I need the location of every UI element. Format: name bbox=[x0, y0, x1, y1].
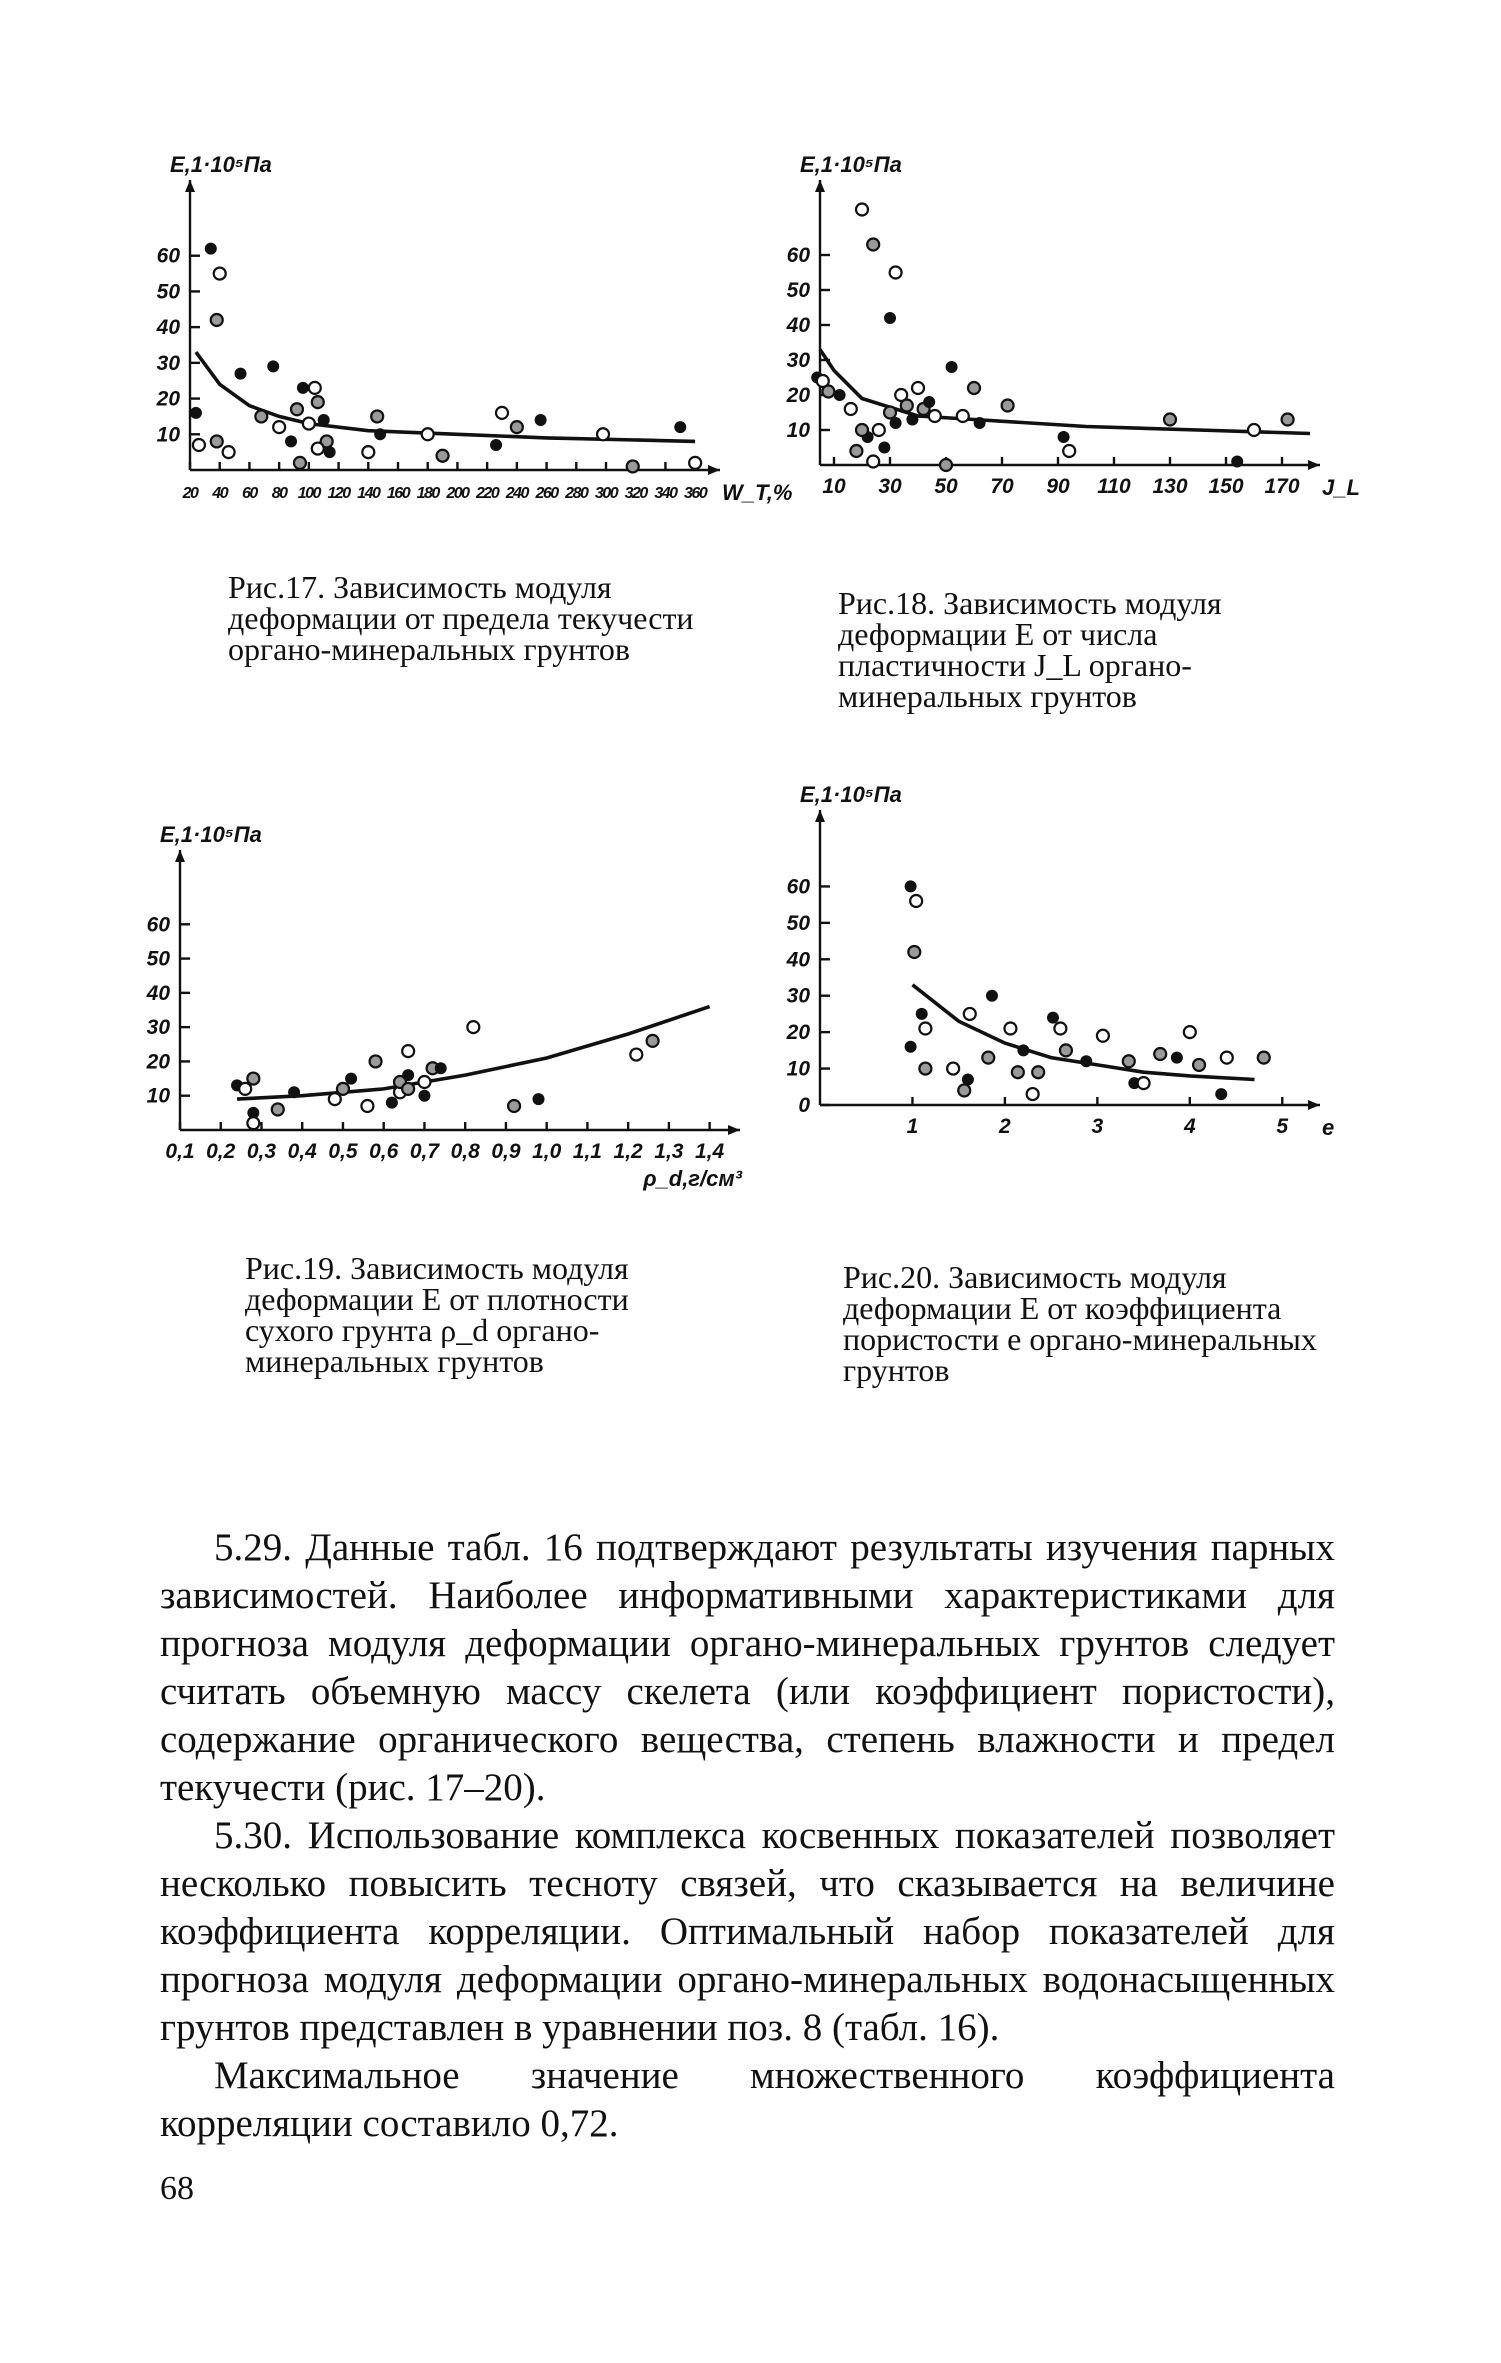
figure-20 bbox=[786, 780, 1350, 1220]
data-point bbox=[919, 1023, 931, 1035]
x-axis-arrow bbox=[728, 1125, 740, 1135]
data-point bbox=[1027, 1088, 1039, 1100]
data-point bbox=[1063, 445, 1075, 457]
data-point bbox=[630, 1049, 642, 1061]
data-point bbox=[467, 1021, 479, 1033]
data-point bbox=[1184, 1026, 1196, 1038]
y-axis-arrow bbox=[815, 180, 825, 192]
data-point bbox=[533, 1093, 545, 1105]
x-tick-label: 20 bbox=[182, 485, 198, 502]
data-point bbox=[850, 445, 862, 457]
data-point bbox=[905, 880, 917, 892]
data-point bbox=[867, 456, 879, 468]
data-point bbox=[982, 1052, 994, 1064]
y-tick-label: 30 bbox=[786, 349, 810, 372]
x-tick-label: 260 bbox=[535, 485, 558, 502]
data-point bbox=[873, 424, 885, 436]
x-tick-label: 60 bbox=[242, 485, 257, 502]
y-tick-label: 10 bbox=[146, 1084, 170, 1108]
data-point bbox=[597, 428, 609, 440]
y-axis-label: E,1·10⁵Па bbox=[160, 822, 262, 847]
figure-18-caption: Рис.18. Зависимость модуля деформации E от числа пластичности J_L органо-минеральных грунтов bbox=[838, 585, 1222, 714]
y-tick-label: 50 bbox=[146, 947, 170, 971]
data-point bbox=[223, 446, 235, 458]
x-axis-label: W_T,% bbox=[722, 480, 793, 505]
figure-20-plot bbox=[786, 780, 1350, 1220]
x-tick-label: 0,9 bbox=[491, 1140, 521, 1163]
data-point bbox=[947, 1063, 959, 1075]
x-tick-label: 1,2 bbox=[613, 1140, 643, 1163]
data-point bbox=[324, 446, 336, 458]
y-tick-label: 60 bbox=[146, 913, 170, 937]
x-tick-label: 1,3 bbox=[654, 1140, 684, 1163]
x-tick-label: 0,7 bbox=[409, 1140, 440, 1163]
figure-20-caption: Рис.20. Зависимость модуля деформации E от коэффициента пористости e органо-минеральных грунтов bbox=[843, 1259, 1317, 1388]
data-point bbox=[940, 459, 952, 471]
data-point bbox=[1097, 1030, 1109, 1042]
x-tick-label: 140 bbox=[357, 485, 380, 502]
x-tick-label: 90 bbox=[1046, 475, 1070, 498]
x-tick-label: 2 bbox=[999, 1115, 1011, 1138]
data-point bbox=[822, 386, 834, 398]
data-point bbox=[919, 1063, 931, 1075]
data-point bbox=[986, 990, 998, 1002]
data-point bbox=[247, 1117, 259, 1129]
x-tick-label: 0,4 bbox=[287, 1140, 317, 1163]
data-point bbox=[884, 407, 896, 419]
paragraph-5-29: 5.29. Данные табл. 16 подтверждают результаты изучения парных зависимостей. Наиболее информативными характеристиками для прогноза модуля деформации органо-минеральных грунтов следует считать объемную массу скелета (или коэффициент пористости), содержание органического вещества, степень влажности и предел текучести (рис. 17–20). bbox=[160, 1526, 1335, 1809]
x-tick-label: 360 bbox=[684, 485, 707, 502]
y-tick-label: 20 bbox=[786, 1021, 810, 1045]
data-point bbox=[962, 1074, 974, 1086]
data-point bbox=[1231, 456, 1243, 468]
data-point bbox=[1215, 1088, 1227, 1100]
x-tick-label: 5 bbox=[1276, 1115, 1289, 1138]
data-point bbox=[905, 1041, 917, 1053]
x-axis-label: e bbox=[1322, 1115, 1335, 1140]
x-tick-label: 280 bbox=[565, 485, 588, 502]
data-point bbox=[247, 1073, 259, 1085]
data-point bbox=[974, 417, 986, 429]
y-axis-arrow bbox=[815, 810, 825, 822]
figure-19-caption: Рис.19. Зависимость модуля деформации E от плотности сухого грунта ρ_d органо-минеральных грунтов bbox=[245, 1250, 629, 1379]
data-point bbox=[294, 457, 306, 469]
data-point bbox=[211, 435, 223, 447]
data-point bbox=[916, 1008, 928, 1020]
data-point bbox=[958, 1084, 970, 1096]
x-tick-label: 120 bbox=[327, 485, 350, 502]
data-point bbox=[435, 1062, 447, 1074]
data-point bbox=[1171, 1052, 1183, 1064]
x-axis-arrow bbox=[708, 465, 720, 475]
x-tick-label: 0,8 bbox=[450, 1140, 480, 1163]
data-point bbox=[285, 435, 297, 447]
y-tick-label: 20 bbox=[156, 387, 180, 411]
x-tick-label: 0,3 bbox=[246, 1140, 277, 1163]
data-point bbox=[211, 314, 223, 326]
data-point bbox=[910, 895, 922, 907]
data-point bbox=[1080, 1055, 1092, 1067]
y-tick-label: 30 bbox=[786, 984, 810, 1008]
x-tick-label: 40 bbox=[212, 485, 228, 502]
data-point bbox=[1258, 1052, 1270, 1064]
x-tick-label: 160 bbox=[386, 485, 410, 502]
x-axis-label: J_L bbox=[1322, 475, 1360, 500]
paragraph-max-correlation: Максимальное значение множественного коэффициента корреляции составило 0,72. bbox=[160, 2054, 1335, 2145]
data-point bbox=[371, 410, 383, 422]
data-point bbox=[437, 450, 449, 462]
data-point bbox=[362, 446, 374, 458]
data-point bbox=[508, 1100, 520, 1112]
x-tick-label: 320 bbox=[624, 485, 647, 502]
figure-17-caption: Рис.17. Зависимость модуля деформации от предела текучести органо-минеральных грунтов bbox=[228, 569, 694, 667]
x-tick-label: 150 bbox=[1208, 475, 1244, 498]
data-point bbox=[929, 410, 941, 422]
data-point bbox=[235, 368, 247, 380]
data-point bbox=[946, 361, 958, 373]
data-point bbox=[647, 1035, 659, 1047]
y-tick-label: 20 bbox=[786, 384, 810, 407]
y-tick-label: 40 bbox=[786, 314, 810, 337]
data-point bbox=[418, 1090, 430, 1102]
data-point bbox=[205, 243, 217, 255]
paragraph-5-30: 5.30. Использование комплекса косвенных показателей позволяет несколько повысить тесноту связей, что сказывается на величине коэффициента корреляции. Оптимальный набор показателей для прогноза модуля деформации органо-минеральных водонасыщенных грунтов представлен в уравнении поз. 8 (табл. 16). bbox=[160, 1814, 1335, 2049]
data-point bbox=[878, 442, 890, 454]
data-point bbox=[496, 407, 508, 419]
data-point bbox=[1060, 1044, 1072, 1056]
y-axis-label: E,1·10⁵Па bbox=[800, 152, 902, 177]
y-tick-label: 20 bbox=[146, 1050, 170, 1074]
data-point bbox=[884, 312, 896, 324]
data-point bbox=[1054, 1023, 1066, 1035]
data-point bbox=[312, 396, 324, 408]
data-point bbox=[968, 382, 980, 394]
y-tick-label: 30 bbox=[146, 1016, 170, 1040]
x-axis-arrow bbox=[1308, 460, 1320, 470]
data-point bbox=[214, 268, 226, 280]
figure-17-plot bbox=[150, 150, 793, 550]
data-point bbox=[908, 946, 920, 958]
y-axis-label: E,1·10⁵Па bbox=[800, 782, 902, 807]
data-point bbox=[834, 389, 846, 401]
data-point bbox=[856, 204, 868, 216]
data-point bbox=[303, 418, 315, 430]
data-point bbox=[890, 417, 902, 429]
y-tick-label: 60 bbox=[786, 244, 810, 267]
data-point bbox=[912, 382, 924, 394]
data-point bbox=[337, 1083, 349, 1095]
x-tick-label: 1,1 bbox=[572, 1140, 603, 1163]
figure-19 bbox=[146, 790, 790, 1240]
data-point bbox=[370, 1055, 382, 1067]
y-axis-label: E,1·10⁵Па bbox=[170, 152, 272, 177]
data-point bbox=[402, 1069, 414, 1081]
data-point bbox=[856, 424, 868, 436]
x-tick-label: 110 bbox=[1097, 475, 1131, 498]
figure-18 bbox=[786, 150, 1360, 570]
y-tick-label: 10 bbox=[786, 419, 810, 442]
data-point bbox=[386, 1097, 398, 1109]
x-tick-label: 170 bbox=[1264, 475, 1300, 498]
data-point bbox=[255, 410, 267, 422]
x-tick-label: 240 bbox=[505, 485, 528, 502]
figure-17 bbox=[150, 150, 793, 550]
x-tick-label: 0,5 bbox=[328, 1140, 358, 1163]
x-tick-label: 1,0 bbox=[532, 1140, 562, 1163]
data-point bbox=[1282, 414, 1294, 426]
x-tick-label: 100 bbox=[297, 485, 320, 502]
x-tick-label: 50 bbox=[934, 475, 958, 498]
data-point bbox=[689, 457, 701, 469]
y-tick-label: 40 bbox=[786, 948, 810, 972]
data-point bbox=[490, 439, 502, 451]
data-point bbox=[1138, 1077, 1150, 1089]
data-point bbox=[1002, 400, 1014, 412]
figure-19-plot bbox=[146, 790, 790, 1240]
data-point bbox=[957, 410, 969, 422]
x-tick-label: 0,2 bbox=[206, 1140, 236, 1163]
data-point bbox=[1193, 1059, 1205, 1071]
data-point bbox=[511, 421, 523, 433]
data-point bbox=[1004, 1023, 1016, 1035]
x-tick-label: 220 bbox=[476, 485, 499, 502]
data-point bbox=[361, 1100, 373, 1112]
y-axis-arrow bbox=[175, 850, 185, 862]
data-point bbox=[239, 1083, 251, 1095]
data-point bbox=[309, 382, 321, 394]
data-point bbox=[418, 1076, 430, 1088]
x-tick-label: 3 bbox=[1091, 1115, 1104, 1138]
data-point bbox=[190, 407, 202, 419]
y-tick-label: 60 bbox=[156, 244, 180, 268]
x-tick-label: 1 bbox=[906, 1115, 919, 1138]
y-tick-label: 60 bbox=[786, 875, 810, 899]
y-tick-label: 0 bbox=[798, 1094, 810, 1117]
y-tick-label: 40 bbox=[156, 316, 180, 340]
data-point bbox=[374, 428, 386, 440]
y-tick-label: 10 bbox=[156, 423, 180, 447]
x-tick-label: 130 bbox=[1152, 475, 1188, 498]
y-tick-label: 50 bbox=[786, 911, 810, 935]
x-tick-label: 80 bbox=[271, 485, 287, 502]
data-point bbox=[627, 460, 639, 472]
y-tick-label: 50 bbox=[156, 280, 180, 304]
body-text bbox=[160, 1524, 1335, 2148]
data-point bbox=[1047, 1012, 1059, 1024]
data-point bbox=[867, 239, 879, 251]
y-axis-arrow bbox=[185, 180, 195, 192]
x-tick-label: 10 bbox=[822, 475, 846, 498]
data-point bbox=[1154, 1048, 1166, 1060]
data-point bbox=[1123, 1055, 1135, 1067]
page-number: 68 bbox=[160, 2170, 194, 2207]
data-point bbox=[402, 1083, 414, 1095]
data-point bbox=[193, 439, 205, 451]
x-axis-label: ρ_d,г/см³ bbox=[643, 1166, 742, 1191]
x-tick-label: 0,6 bbox=[369, 1140, 399, 1163]
data-point bbox=[318, 414, 330, 426]
data-point bbox=[890, 267, 902, 279]
data-point bbox=[272, 1103, 284, 1115]
data-point bbox=[345, 1073, 357, 1085]
data-point bbox=[422, 428, 434, 440]
x-tick-label: 0,1 bbox=[165, 1140, 195, 1163]
data-point bbox=[923, 396, 935, 408]
data-point bbox=[291, 403, 303, 415]
data-point bbox=[535, 414, 547, 426]
data-point bbox=[1221, 1052, 1233, 1064]
data-point bbox=[1164, 414, 1176, 426]
data-point bbox=[1058, 431, 1070, 443]
data-point bbox=[1017, 1044, 1029, 1056]
data-point bbox=[267, 360, 279, 372]
data-point bbox=[288, 1086, 300, 1098]
x-tick-label: 4 bbox=[1183, 1115, 1196, 1138]
x-tick-label: 180 bbox=[416, 485, 439, 502]
y-tick-label: 40 bbox=[146, 981, 170, 1005]
figure-18-plot bbox=[786, 150, 1360, 570]
x-tick-label: 200 bbox=[446, 485, 469, 502]
x-tick-label: 340 bbox=[654, 485, 677, 502]
data-point bbox=[273, 421, 285, 433]
data-point bbox=[1032, 1066, 1044, 1078]
data-point bbox=[402, 1045, 414, 1057]
data-point bbox=[297, 382, 309, 394]
data-point bbox=[312, 443, 324, 455]
y-tick-label: 50 bbox=[786, 279, 810, 302]
x-tick-label: 300 bbox=[594, 485, 618, 502]
data-point bbox=[845, 403, 857, 415]
data-point bbox=[901, 400, 913, 412]
y-tick-label: 10 bbox=[786, 1057, 810, 1081]
data-point bbox=[674, 421, 686, 433]
x-tick-label: 30 bbox=[878, 475, 902, 498]
x-tick-label: 1,4 bbox=[695, 1140, 725, 1163]
data-point bbox=[1248, 424, 1260, 436]
data-point bbox=[906, 414, 918, 426]
x-tick-label: 70 bbox=[990, 475, 1014, 498]
data-point bbox=[964, 1008, 976, 1020]
x-axis-arrow bbox=[1308, 1100, 1320, 1110]
data-point bbox=[1012, 1066, 1024, 1078]
y-tick-label: 30 bbox=[156, 351, 180, 375]
data-point bbox=[329, 1093, 341, 1105]
